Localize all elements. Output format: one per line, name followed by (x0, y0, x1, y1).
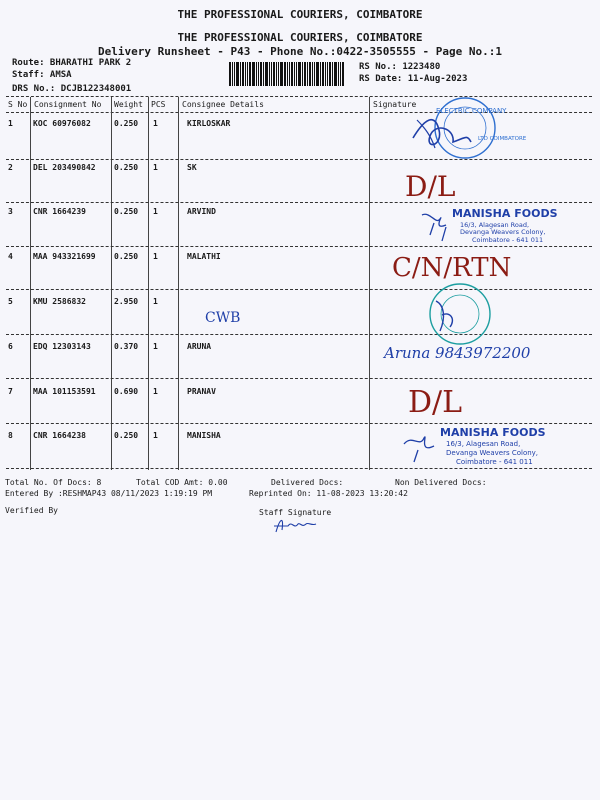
row-7-consignee: PRANAV (187, 387, 216, 396)
row-6-sno: 6 (8, 342, 13, 351)
col-sep-2 (111, 97, 112, 470)
row-8-weight: 0.250 (114, 431, 139, 440)
row-3-pcs: 1 (153, 207, 158, 216)
ltd-stamp-text (478, 128, 527, 158)
col-sep-5 (369, 97, 370, 470)
svg-text:ELECTRIC COMPANY: ELECTRIC COMPANY (436, 107, 507, 115)
total-docs: Total No. Of Docs: 8 (5, 478, 102, 487)
drs-number: DRS No.: DCJB122348001 (12, 84, 132, 94)
col-sep-3 (148, 97, 149, 470)
row-8-consignee: MANISHA (187, 431, 221, 440)
entered-by: Entered By :RESHMAP43 08/11/2023 1:19:19 PM (5, 489, 213, 498)
col-sep-4 (178, 97, 179, 470)
row5-note: CWB (205, 310, 241, 326)
staff-signature (270, 514, 320, 538)
row-rule (6, 246, 592, 247)
row-8-pcs: 1 (153, 431, 158, 440)
row-1-sno: 1 (8, 119, 13, 128)
col-consignment: Consignment No (34, 100, 102, 109)
svg-text:LTD COIMBATORE: LTD COIMBATORE (478, 136, 527, 142)
col-signature: Signature (373, 100, 417, 109)
row-5-consignment: KMU 2586832 (33, 297, 86, 306)
row4-handwriting: C/N/RTN (392, 253, 512, 283)
row-6-consignee: ARUNA (187, 342, 212, 351)
row-8-consignment: CNR 1664238 (33, 431, 86, 440)
company-title-top: THE PROFESSIONAL COURIERS, COIMBATORE (177, 8, 423, 21)
row-7-consignment: MAA 101153591 (33, 387, 96, 396)
row-4-consignment: MAA 943321699 (33, 252, 96, 261)
row-3-sno: 3 (8, 207, 13, 216)
row8-stamp: MANISHA FOODS 16/3, Alagesan Road, Devanga Weavers Colony, Coimbatore - 641 011 (400, 424, 590, 468)
row3-stamp: MANISHA FOODS 16/3, Alagesan Road, Devanga Weavers Colony, Coimbatore - 641 011 (420, 205, 590, 245)
row-2-sno: 2 (8, 163, 13, 172)
row-3-weight: 0.250 (114, 207, 139, 216)
runsheet-subtitle: Delivery Runsheet - P43 - Phone No.:0422-3505555 - Page No.:1 (98, 45, 502, 58)
row-5-pcs: 1 (153, 297, 158, 306)
row2-handwriting: D/L (405, 170, 456, 203)
row-4-weight: 0.250 (114, 252, 139, 261)
row-6-weight: 0.370 (114, 342, 139, 351)
col-weight: Weight (114, 100, 143, 109)
electric-stamp-text (432, 99, 507, 123)
row6-handwriting: Aruna 9843972200 (384, 344, 531, 362)
col-consignee: Consignee Details (182, 100, 264, 109)
col-sno: S No (8, 100, 28, 109)
rs-number: RS No.: 1223480 (359, 62, 441, 72)
row-7-weight: 0.690 (114, 387, 139, 396)
staff-signature-label: Staff Signature (259, 508, 332, 517)
row-8-sno: 8 (8, 431, 13, 440)
row-rule (6, 468, 592, 469)
reprinted-on: Reprinted On: 11-08-2023 13:20:42 (249, 489, 408, 498)
row-rule (6, 202, 592, 203)
delivered-docs: Delivered Docs: (271, 478, 344, 487)
row-2-consignee: SK (187, 163, 197, 172)
verified-by: Verified By (5, 506, 58, 515)
header-top-rule (6, 96, 592, 97)
route-label: Route: BHARATHI PARK 2 (12, 58, 132, 68)
runsheet-barcode (229, 62, 354, 86)
row-4-sno: 4 (8, 252, 13, 261)
row-4-pcs: 1 (153, 252, 158, 261)
row-4-consignee: MALATHI (187, 252, 221, 261)
col-pcs: PCS (151, 100, 166, 109)
row-5-weight: 2.950 (114, 297, 139, 306)
row-6-pcs: 1 (153, 342, 158, 351)
row-3-consignment: CNR 1664239 (33, 207, 86, 216)
row-3-consignee: ARVIND (187, 207, 216, 216)
row-7-pcs: 1 (153, 387, 158, 396)
row5-stamp (410, 287, 510, 339)
staff-label: Staff: AMSA (12, 70, 72, 80)
company-title: THE PROFESSIONAL COURIERS, COIMBATORE (177, 31, 423, 44)
row-1-weight: 0.250 (114, 119, 139, 128)
row-5-sno: 5 (8, 297, 13, 306)
row-6-consignment: EDQ 12303143 (33, 342, 91, 351)
row-rule (6, 378, 592, 379)
row-2-weight: 0.250 (114, 163, 139, 172)
rs-date: RS Date: 11-Aug-2023 (359, 74, 468, 84)
row-7-sno: 7 (8, 387, 13, 396)
col-sep-1 (30, 97, 31, 470)
row-2-consignment: DEL 203490842 (33, 163, 96, 172)
row7-handwriting: D/L (408, 385, 463, 420)
non-delivered-docs: Non Delivered Docs: (395, 478, 487, 487)
row-1-consignee: KIRLOSKAR (187, 119, 231, 128)
row-2-pcs: 1 (153, 163, 158, 172)
row-1-consignment: KOC 60976082 (33, 119, 91, 128)
total-cod: Total COD Amt: 0.00 (136, 478, 228, 487)
row-1-pcs: 1 (153, 119, 158, 128)
